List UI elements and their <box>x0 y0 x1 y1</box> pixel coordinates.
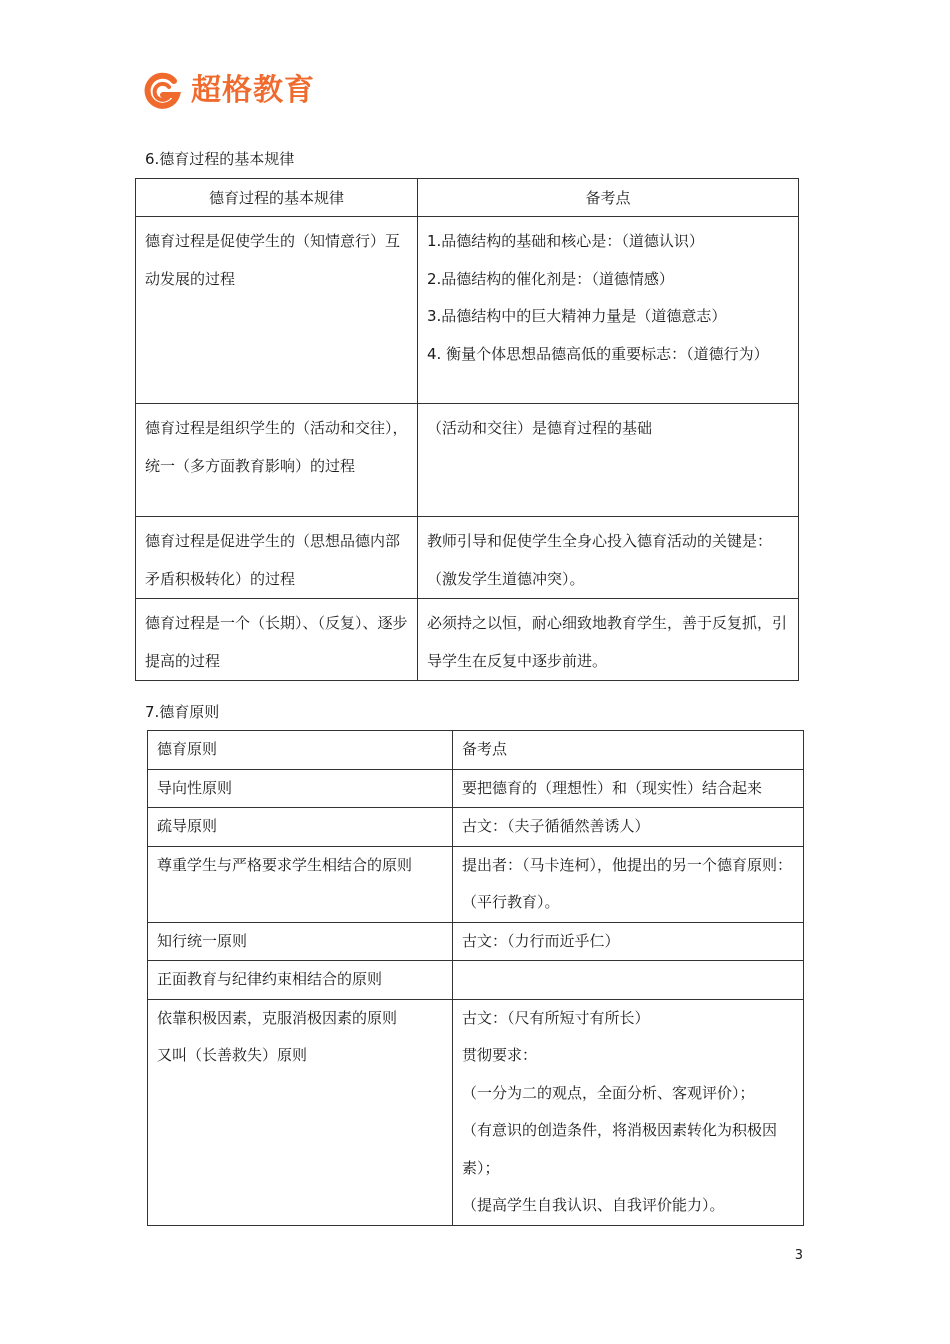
table-row <box>136 404 799 517</box>
points-cell <box>418 599 799 681</box>
law-cell <box>136 404 418 517</box>
points-cell <box>453 999 804 1225</box>
column-header: 德育过程的基本规律 <box>136 179 418 217</box>
points-cell <box>418 217 799 404</box>
points-cell <box>418 404 799 517</box>
cell-text: 德育过程是一个（长期）、（反复）、逐步提高的过程 <box>145 614 408 670</box>
table-row <box>148 961 804 1000</box>
cell-text: 导向性原则 <box>157 778 233 797</box>
cell-text: 要把德育的（理想性）和（现实性）结合起来 <box>462 778 763 797</box>
table-row <box>148 846 804 922</box>
law-cell <box>136 517 418 599</box>
cell-text: 古文：（力行而近乎仁） <box>462 931 620 950</box>
g-letter-logo-icon <box>143 71 183 111</box>
table-row <box>148 808 804 847</box>
table-header-row <box>148 731 804 770</box>
principle-cell <box>148 769 453 808</box>
points-cell <box>418 517 799 599</box>
table-row <box>136 599 799 681</box>
cell-text: 尊重学生与严格要求学生相结合的原则 <box>157 855 413 874</box>
cell-text: 知行统一原则 <box>157 931 248 950</box>
column-header <box>148 731 453 770</box>
principle-cell <box>148 999 453 1225</box>
principle-cell <box>148 846 453 922</box>
column-header: 备考点 <box>418 179 799 217</box>
cell-text: 古文：（夫子循循然善诱人） <box>462 817 650 835</box>
cell-text: 德育过程是组织学生的（活动和交往），统一（多方面教育影响）的过程 <box>145 419 408 475</box>
points-cell <box>453 846 804 922</box>
cell-text: 德育过程是促使学生的（知情意行）互动发展的过程 <box>145 232 401 288</box>
cell-text: 依靠积极因素，克服消极因素的原则 又叫（长善救失）原则 <box>157 1008 398 1064</box>
moral-education-principles-table <box>147 730 804 1226</box>
principle-cell <box>148 808 453 847</box>
cell-text: 提出者：（马卡连柯），他提出的另一个德育原则：（平行教育）。 <box>462 855 793 911</box>
brand-logo <box>143 70 315 112</box>
column-header <box>453 731 804 770</box>
principle-cell <box>148 961 453 1000</box>
law-cell <box>136 217 418 404</box>
cell-text: 疏导原则 <box>157 817 218 835</box>
table-row <box>148 999 804 1225</box>
points-cell <box>453 961 804 1000</box>
cell-text: （活动和交往）是德育过程的基础 <box>427 419 653 437</box>
page-number: 3 <box>794 1248 803 1263</box>
points-cell <box>453 769 804 808</box>
header-text: 德育原则 <box>157 740 218 758</box>
table-row <box>136 517 799 599</box>
cell-text: 必须持之以恒，耐心细致地教育学生，善于反复抓，引导学生在反复中逐步前进。 <box>427 614 788 670</box>
cell-text: 德育过程是促进学生的（思想品德内部矛盾积极转化）的过程 <box>145 532 401 588</box>
cell-text: 古文：（尺有所短寸有所长） 贯彻要求： （一分为二的观点，全面分析、客观评价）； （有意识的创造条件，将消极因素转化为积极因素）； （提高学生自我认识、自我评价能力）。 <box>462 1008 778 1214</box>
points-cell <box>453 922 804 961</box>
points-cell <box>453 808 804 847</box>
table-row <box>148 922 804 961</box>
section-6-heading: 6.德育过程的基本规律 <box>145 150 295 168</box>
law-cell <box>136 599 418 681</box>
cell-text: 教师引导和促使学生全身心投入德育活动的关键是：（激发学生道德冲突）。 <box>427 532 773 588</box>
cell-text: 正面教育与纪律约束相结合的原则 <box>157 970 383 988</box>
header-text: 备考点 <box>462 740 508 758</box>
table-row <box>136 217 799 404</box>
moral-education-laws-table <box>135 178 799 681</box>
principle-cell <box>148 922 453 961</box>
table-header-row <box>136 179 799 217</box>
brand-name: 超格教育 <box>191 73 315 108</box>
table-row <box>148 769 804 808</box>
section-7-heading: 7.德育原则 <box>145 703 220 721</box>
cell-text: 1.品德结构的基础和核心是：（道德认识） 2.品德结构的催化剂是：（道德情感） 3.品德结构中的巨大精神力量是（道德意志） 4. 衡量个体思想品德高低的重要标志：（道德行为） <box>427 232 769 363</box>
